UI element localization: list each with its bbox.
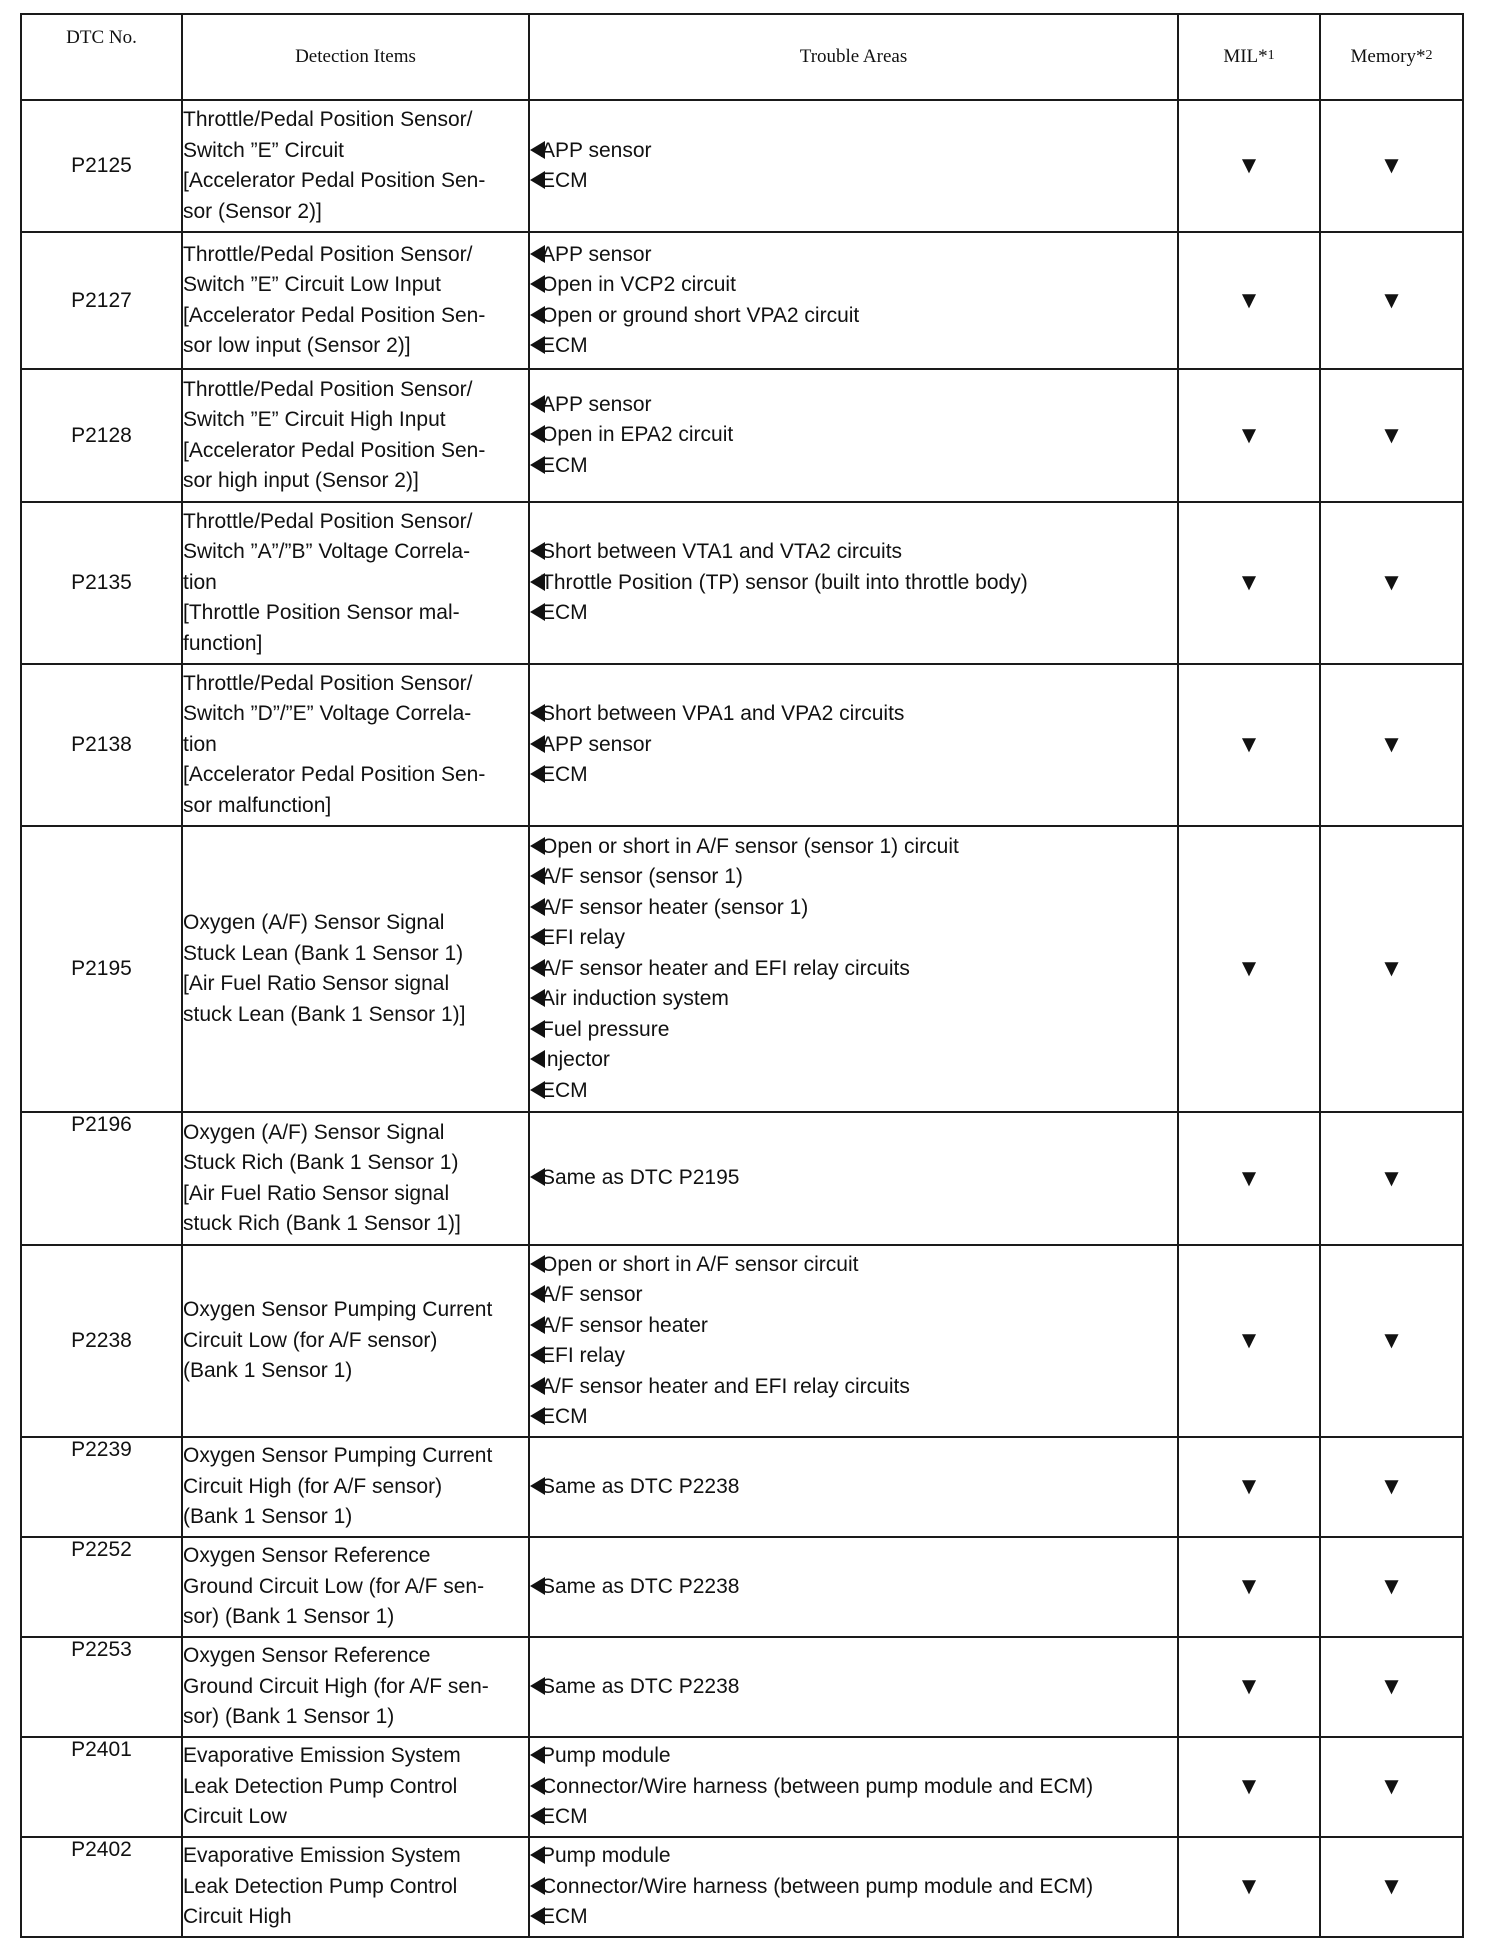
table-row bbox=[21, 232, 1463, 369]
trouble-area-item bbox=[530, 1902, 1177, 1933]
trouble-areas-cell bbox=[529, 369, 1178, 502]
dtc-code: P2125 bbox=[21, 100, 182, 232]
detection-items-cell bbox=[182, 232, 529, 369]
detection-item-line: tion bbox=[183, 732, 217, 756]
trouble-area-item bbox=[530, 1015, 1177, 1046]
mil-indicator-icon: ▼ bbox=[1178, 1112, 1320, 1245]
dtc-code: P2402 bbox=[21, 1837, 182, 1937]
detection-item-line: Circuit High bbox=[183, 1905, 292, 1929]
memory-indicator-icon: ▼ bbox=[1320, 1737, 1463, 1837]
detection-item-line: Evaporative Emission System bbox=[183, 1744, 461, 1768]
detection-items-cell bbox=[182, 1437, 529, 1537]
trouble-area-item bbox=[530, 1250, 1177, 1281]
trouble-area-text: APP sensor bbox=[541, 138, 652, 162]
detection-items-cell bbox=[182, 1537, 529, 1637]
detection-item-line: sor) (Bank 1 Sensor 1) bbox=[183, 1605, 395, 1629]
table-row bbox=[21, 1537, 1463, 1637]
dtc-code: P2138 bbox=[21, 664, 182, 826]
dtc-code: P2127 bbox=[21, 232, 182, 369]
header-mil-note: 1 bbox=[1267, 48, 1275, 63]
trouble-area-item bbox=[530, 760, 1177, 791]
dtc-table-body bbox=[21, 100, 1463, 1937]
trouble-area-text: Same as DTC P2195 bbox=[541, 1166, 740, 1190]
trouble-area-text: Same as DTC P2238 bbox=[541, 1574, 740, 1598]
detection-item-line: Switch ”E” Circuit bbox=[183, 138, 345, 162]
detection-items-cell bbox=[182, 826, 529, 1112]
detection-item-line: (Bank 1 Sensor 1) bbox=[183, 1359, 353, 1383]
trouble-area-item bbox=[530, 730, 1177, 761]
detection-item-line: function] bbox=[183, 631, 263, 655]
dtc-code: P2239 bbox=[21, 1437, 182, 1537]
trouble-areas-cell bbox=[529, 100, 1178, 232]
trouble-area-text: ECM bbox=[541, 169, 588, 192]
detection-item-line: Stuck Lean (Bank 1 Sensor 1) bbox=[183, 941, 464, 965]
memory-indicator-icon: ▼ bbox=[1320, 232, 1463, 369]
detection-item-line: sor high input (Sensor 2)] bbox=[183, 469, 419, 492]
detection-item-line: [Air Fuel Ratio Sensor signal bbox=[183, 1181, 450, 1205]
table-row bbox=[21, 1112, 1463, 1245]
detection-item-line: Circuit Low (for A/F sensor) bbox=[183, 1328, 438, 1352]
detection-item-line: Oxygen Sensor Reference bbox=[183, 1644, 431, 1668]
header-row bbox=[21, 14, 1463, 100]
memory-indicator-icon: ▼ bbox=[1320, 1637, 1463, 1737]
trouble-area-item bbox=[530, 1741, 1177, 1772]
mil-indicator-icon: ▼ bbox=[1178, 1537, 1320, 1637]
trouble-area-text: ECM bbox=[541, 763, 588, 787]
trouble-area-item bbox=[530, 1841, 1177, 1872]
trouble-area-text: APP sensor bbox=[541, 242, 652, 266]
dtc-code: P2253 bbox=[21, 1637, 182, 1737]
trouble-area-item bbox=[530, 390, 1177, 421]
dtc-code: P2401 bbox=[21, 1737, 182, 1837]
trouble-areas-cell bbox=[529, 502, 1178, 664]
detection-item-line: Throttle/Pedal Position Sensor/ bbox=[183, 377, 473, 401]
detection-item-line: Oxygen (A/F) Sensor Signal bbox=[183, 911, 445, 934]
detection-item-line: Ground Circuit High (for A/F sen- bbox=[183, 1674, 489, 1698]
trouble-area-item bbox=[530, 270, 1177, 301]
detection-item-line: Oxygen (A/F) Sensor Signal bbox=[183, 1120, 445, 1144]
trouble-area-item bbox=[530, 598, 1177, 629]
table-row bbox=[21, 1637, 1463, 1737]
trouble-area-text: ECM bbox=[541, 453, 588, 477]
trouble-area-text: Pump module bbox=[541, 1744, 671, 1768]
trouble-area-item bbox=[530, 1472, 1177, 1503]
trouble-area-item bbox=[530, 1872, 1177, 1903]
trouble-area-text: A/F sensor heater (sensor 1) bbox=[541, 895, 809, 919]
trouble-area-item bbox=[530, 1341, 1177, 1372]
trouble-areas-cell bbox=[529, 1837, 1178, 1937]
trouble-areas-cell bbox=[529, 826, 1178, 1112]
header-memory bbox=[1320, 14, 1463, 100]
trouble-area-item bbox=[530, 166, 1177, 197]
detection-item-line: Stuck Rich (Bank 1 Sensor 1) bbox=[183, 1151, 459, 1174]
trouble-area-text: A/F sensor (sensor 1) bbox=[541, 865, 743, 889]
mil-indicator-icon: ▼ bbox=[1178, 1437, 1320, 1537]
trouble-area-item bbox=[530, 1402, 1177, 1433]
table-row bbox=[21, 369, 1463, 502]
trouble-area-text: EFI relay bbox=[541, 926, 626, 950]
trouble-areas-cell bbox=[529, 1537, 1178, 1637]
detection-item-line: Oxygen Sensor Reference bbox=[183, 1544, 431, 1568]
detection-item-line: sor) (Bank 1 Sensor 1) bbox=[183, 1705, 395, 1729]
detection-items-cell bbox=[182, 502, 529, 664]
detection-item-line: [Accelerator Pedal Position Sen- bbox=[183, 169, 486, 192]
trouble-area-text: A/F sensor heater bbox=[541, 1313, 708, 1337]
trouble-area-item bbox=[530, 136, 1177, 167]
memory-indicator-icon: ▼ bbox=[1320, 826, 1463, 1112]
trouble-areas-cell bbox=[529, 664, 1178, 826]
dtc-code: P2195 bbox=[21, 826, 182, 1112]
trouble-area-text: Open or ground short VPA2 circuit bbox=[541, 303, 860, 327]
trouble-area-item bbox=[530, 862, 1177, 893]
detection-item-line: Circuit High (for A/F sensor) bbox=[183, 1474, 443, 1498]
detection-item-line: Ground Circuit Low (for A/F sen- bbox=[183, 1574, 485, 1598]
trouble-areas-cell bbox=[529, 232, 1178, 369]
trouble-area-item bbox=[530, 1280, 1177, 1311]
trouble-areas-cell bbox=[529, 1737, 1178, 1837]
trouble-area-item bbox=[530, 923, 1177, 954]
header-detection-items: Detection Items bbox=[182, 14, 529, 100]
memory-indicator-icon: ▼ bbox=[1320, 1537, 1463, 1637]
detection-item-line: [Accelerator Pedal Position Sen- bbox=[183, 438, 486, 462]
trouble-area-item bbox=[530, 832, 1177, 863]
detection-items-cell bbox=[182, 1837, 529, 1937]
memory-indicator-icon: ▼ bbox=[1320, 502, 1463, 664]
trouble-area-text: Short between VPA1 and VPA2 circuits bbox=[541, 702, 905, 726]
mil-indicator-icon: ▼ bbox=[1178, 664, 1320, 826]
trouble-area-text: Connector/Wire harness (between pump module and ECM) bbox=[541, 1874, 1094, 1898]
trouble-area-item bbox=[530, 568, 1177, 599]
trouble-areas-cell bbox=[529, 1112, 1178, 1245]
dtc-code: P2252 bbox=[21, 1537, 182, 1637]
trouble-area-text: Pump module bbox=[541, 1844, 671, 1868]
trouble-area-item bbox=[530, 331, 1177, 362]
trouble-area-text: Connector/Wire harness (between pump module and ECM) bbox=[541, 1774, 1094, 1798]
detection-items-cell bbox=[182, 369, 529, 502]
detection-item-line: Leak Detection Pump Control bbox=[183, 1874, 458, 1898]
detection-item-line: [Accelerator Pedal Position Sen- bbox=[183, 763, 486, 787]
detection-item-line: Oxygen Sensor Pumping Current bbox=[183, 1444, 493, 1468]
detection-item-line: Evaporative Emission System bbox=[183, 1844, 461, 1868]
header-memory-label: Memory* bbox=[1350, 46, 1426, 67]
trouble-area-text: APP sensor bbox=[541, 392, 652, 416]
trouble-area-item bbox=[530, 240, 1177, 271]
trouble-area-text: A/F sensor heater and EFI relay circuits bbox=[541, 1374, 910, 1398]
mil-indicator-icon: ▼ bbox=[1178, 1637, 1320, 1737]
memory-indicator-icon: ▼ bbox=[1320, 100, 1463, 232]
trouble-area-item bbox=[530, 301, 1177, 332]
trouble-area-item bbox=[530, 1802, 1177, 1833]
trouble-area-item bbox=[530, 954, 1177, 985]
detection-items-cell bbox=[182, 1245, 529, 1437]
trouble-area-text: Same as DTC P2238 bbox=[541, 1674, 740, 1698]
detection-item-line: Throttle/Pedal Position Sensor/ bbox=[183, 671, 473, 695]
table-row bbox=[21, 1437, 1463, 1537]
trouble-area-text: A/F sensor heater and EFI relay circuits bbox=[541, 956, 910, 980]
trouble-area-text: EFI relay bbox=[541, 1344, 626, 1367]
header-dtc-no: DTC No. bbox=[21, 14, 182, 100]
detection-item-line: sor (Sensor 2)] bbox=[183, 199, 322, 223]
mil-indicator-icon: ▼ bbox=[1178, 502, 1320, 664]
trouble-area-item bbox=[530, 1076, 1177, 1107]
detection-item-line: Switch ”D”/”E” Voltage Correla- bbox=[183, 702, 472, 726]
detection-item-line: (Bank 1 Sensor 1) bbox=[183, 1505, 353, 1529]
memory-indicator-icon: ▼ bbox=[1320, 1437, 1463, 1537]
dtc-code: P2128 bbox=[21, 369, 182, 502]
detection-item-line: [Air Fuel Ratio Sensor signal bbox=[183, 972, 450, 995]
trouble-area-item bbox=[530, 1572, 1177, 1603]
trouble-area-text: Open in VCP2 circuit bbox=[541, 273, 736, 296]
trouble-area-item bbox=[530, 893, 1177, 924]
trouble-area-item bbox=[530, 537, 1177, 568]
trouble-area-text: Open in EPA2 circuit bbox=[541, 423, 734, 447]
trouble-area-text: Throttle Position (TP) sensor (built into throttle body) bbox=[541, 570, 1028, 594]
trouble-area-text: ECM bbox=[541, 1905, 588, 1929]
mil-indicator-icon: ▼ bbox=[1178, 826, 1320, 1112]
trouble-area-text: Short between VTA1 and VTA2 circuits bbox=[541, 540, 903, 564]
memory-indicator-icon: ▼ bbox=[1320, 1245, 1463, 1437]
trouble-area-text: A/F sensor bbox=[541, 1283, 643, 1306]
mil-indicator-icon: ▼ bbox=[1178, 1245, 1320, 1437]
header-memory-note: 2 bbox=[1425, 48, 1433, 63]
trouble-area-text: Open or short in A/F sensor (sensor 1) circuit bbox=[541, 834, 959, 858]
trouble-area-text: ECM bbox=[541, 601, 588, 625]
trouble-area-text: Fuel pressure bbox=[541, 1017, 670, 1041]
table-row bbox=[21, 1837, 1463, 1937]
table-row bbox=[21, 1245, 1463, 1437]
mil-indicator-icon: ▼ bbox=[1178, 232, 1320, 369]
detection-items-cell bbox=[182, 664, 529, 826]
mil-indicator-icon: ▼ bbox=[1178, 369, 1320, 502]
trouble-area-text: APP sensor bbox=[541, 732, 652, 756]
detection-item-line: stuck Lean (Bank 1 Sensor 1)] bbox=[183, 1002, 466, 1026]
detection-item-line: [Throttle Position Sensor mal- bbox=[183, 601, 460, 625]
table-row bbox=[21, 1737, 1463, 1837]
memory-indicator-icon: ▼ bbox=[1320, 1112, 1463, 1245]
trouble-area-item bbox=[530, 984, 1177, 1015]
dtc-table bbox=[20, 13, 1464, 1938]
table-row bbox=[21, 826, 1463, 1112]
trouble-area-text: ECM bbox=[541, 1078, 588, 1102]
trouble-area-item bbox=[530, 1672, 1177, 1703]
trouble-area-item bbox=[530, 1163, 1177, 1194]
trouble-area-item bbox=[530, 699, 1177, 730]
trouble-area-item bbox=[530, 1311, 1177, 1342]
trouble-area-item bbox=[530, 451, 1177, 482]
header-mil bbox=[1178, 14, 1320, 100]
detection-items-cell bbox=[182, 1637, 529, 1737]
detection-item-line: sor low input (Sensor 2)] bbox=[183, 334, 411, 357]
memory-indicator-icon: ▼ bbox=[1320, 369, 1463, 502]
detection-item-line: Switch ”E” Circuit High Input bbox=[183, 408, 446, 431]
detection-item-line: [Accelerator Pedal Position Sen- bbox=[183, 303, 486, 327]
detection-item-line: Switch ”A”/”B” Voltage Correla- bbox=[183, 540, 471, 564]
memory-indicator-icon: ▼ bbox=[1320, 1837, 1463, 1937]
trouble-areas-cell bbox=[529, 1637, 1178, 1737]
detection-items-cell bbox=[182, 1737, 529, 1837]
detection-item-line: Throttle/Pedal Position Sensor/ bbox=[183, 242, 473, 266]
trouble-area-text: Injector bbox=[541, 1048, 610, 1072]
trouble-area-text: Same as DTC P2238 bbox=[541, 1474, 740, 1498]
detection-item-line: stuck Rich (Bank 1 Sensor 1)] bbox=[183, 1212, 461, 1235]
dtc-code: P2238 bbox=[21, 1245, 182, 1437]
trouble-area-text: ECM bbox=[541, 1405, 588, 1428]
mil-indicator-icon: ▼ bbox=[1178, 100, 1320, 232]
trouble-area-item bbox=[530, 1372, 1177, 1403]
detection-items-cell bbox=[182, 100, 529, 232]
table-row bbox=[21, 100, 1463, 232]
trouble-area-text: Open or short in A/F sensor circuit bbox=[541, 1252, 859, 1276]
trouble-area-item bbox=[530, 1772, 1177, 1803]
mil-indicator-icon: ▼ bbox=[1178, 1837, 1320, 1937]
dtc-code: P2135 bbox=[21, 502, 182, 664]
trouble-area-text: Air induction system bbox=[541, 987, 729, 1011]
table-row bbox=[21, 664, 1463, 826]
detection-item-line: Circuit Low bbox=[183, 1805, 287, 1829]
detection-item-line: Throttle/Pedal Position Sensor/ bbox=[183, 108, 473, 131]
detection-item-line: sor malfunction] bbox=[183, 793, 332, 817]
trouble-area-item bbox=[530, 1045, 1177, 1076]
memory-indicator-icon: ▼ bbox=[1320, 664, 1463, 826]
detection-item-line: Leak Detection Pump Control bbox=[183, 1774, 458, 1798]
trouble-area-item bbox=[530, 420, 1177, 451]
detection-item-line: Throttle/Pedal Position Sensor/ bbox=[183, 509, 473, 533]
detection-item-line: Oxygen Sensor Pumping Current bbox=[183, 1298, 493, 1322]
header-trouble-areas: Trouble Areas bbox=[529, 14, 1178, 100]
detection-item-line: tion bbox=[183, 570, 217, 594]
mil-indicator-icon: ▼ bbox=[1178, 1737, 1320, 1837]
table-row bbox=[21, 502, 1463, 664]
trouble-areas-cell bbox=[529, 1245, 1178, 1437]
trouble-areas-cell bbox=[529, 1437, 1178, 1537]
dtc-code: P2196 bbox=[21, 1112, 182, 1245]
header-mil-label: MIL* bbox=[1223, 46, 1268, 67]
trouble-area-text: ECM bbox=[541, 334, 588, 357]
detection-items-cell bbox=[182, 1112, 529, 1245]
trouble-area-text: ECM bbox=[541, 1805, 588, 1829]
detection-item-line: Switch ”E” Circuit Low Input bbox=[183, 273, 441, 296]
